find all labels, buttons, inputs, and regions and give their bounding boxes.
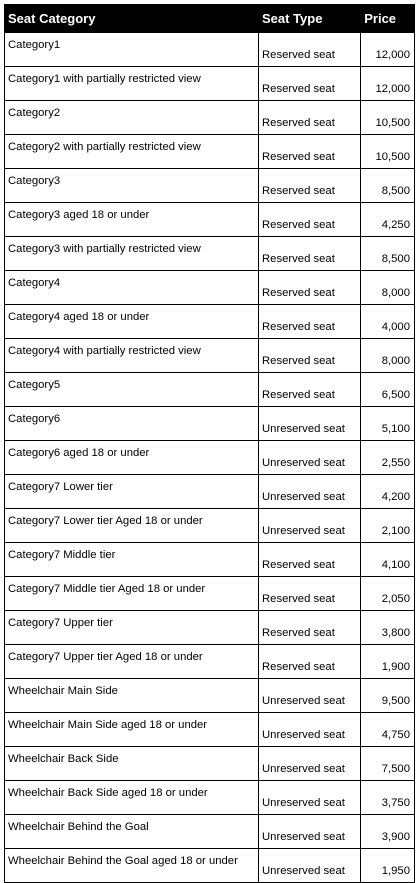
seat-category-cell: Category7 Middle tier Aged 18 or under [5, 577, 259, 611]
seat-type-cell: Reserved seat [259, 237, 361, 271]
table-body [5, 33, 415, 883]
seat-category-cell: Category4 [5, 271, 259, 305]
price-cell: 3,750 [361, 781, 415, 815]
price-cell: 1,950 [361, 849, 415, 883]
seat-category-cell: Category5 [5, 373, 259, 407]
table-row [5, 713, 415, 747]
price-cell: 3,900 [361, 815, 415, 849]
price-cell: 8,500 [361, 169, 415, 203]
seat-type-cell: Reserved seat [259, 101, 361, 135]
seat-category-cell: Wheelchair Behind the Goal [5, 815, 259, 849]
seat-type-cell: Reserved seat [259, 33, 361, 67]
seat-type-cell: Unreserved seat [259, 441, 361, 475]
table-row [5, 67, 415, 101]
seat-category-cell: Wheelchair Back Side aged 18 or under [5, 781, 259, 815]
header-seat-type: Seat Type [259, 5, 361, 33]
price-cell: 2,050 [361, 577, 415, 611]
price-cell: 12,000 [361, 33, 415, 67]
price-cell: 1,900 [361, 645, 415, 679]
table-row [5, 509, 415, 543]
seat-type-cell: Unreserved seat [259, 679, 361, 713]
seat-type-cell: Reserved seat [259, 67, 361, 101]
table-row [5, 203, 415, 237]
table-row [5, 475, 415, 509]
seat-type-cell: Unreserved seat [259, 713, 361, 747]
seat-type-cell: Reserved seat [259, 611, 361, 645]
table-row [5, 407, 415, 441]
price-cell: 8,000 [361, 339, 415, 373]
table-row [5, 305, 415, 339]
table-row [5, 645, 415, 679]
seat-category-cell: Category3 [5, 169, 259, 203]
price-cell: 4,750 [361, 713, 415, 747]
price-cell: 8,000 [361, 271, 415, 305]
seat-type-cell: Unreserved seat [259, 407, 361, 441]
price-cell: 4,200 [361, 475, 415, 509]
seat-type-cell: Reserved seat [259, 339, 361, 373]
seat-category-cell: Category2 with partially restricted view [5, 135, 259, 169]
table-header [5, 5, 415, 33]
seat-category-cell: Wheelchair Behind the Goal aged 18 or under [5, 849, 259, 883]
header-price: Price [361, 5, 415, 33]
header-row [5, 5, 415, 33]
price-cell: 7,500 [361, 747, 415, 781]
seat-category-cell: Category7 Lower tier Aged 18 or under [5, 509, 259, 543]
seat-category-cell: Category3 aged 18 or under [5, 203, 259, 237]
price-cell: 2,550 [361, 441, 415, 475]
table-row [5, 849, 415, 883]
price-cell: 4,100 [361, 543, 415, 577]
seat-type-cell: Unreserved seat [259, 781, 361, 815]
seat-category-cell: Wheelchair Main Side aged 18 or under [5, 713, 259, 747]
table-row [5, 611, 415, 645]
table-row [5, 577, 415, 611]
seat-type-cell: Unreserved seat [259, 747, 361, 781]
seat-category-cell: Category3 with partially restricted view [5, 237, 259, 271]
seat-category-cell: Category1 with partially restricted view [5, 67, 259, 101]
price-cell: 8,500 [361, 237, 415, 271]
table-row [5, 169, 415, 203]
seat-category-cell: Category7 Upper tier Aged 18 or under [5, 645, 259, 679]
seat-type-cell: Unreserved seat [259, 475, 361, 509]
seat-category-cell: Category7 Lower tier [5, 475, 259, 509]
table-row [5, 271, 415, 305]
seat-category-cell: Wheelchair Main Side [5, 679, 259, 713]
seat-type-cell: Unreserved seat [259, 849, 361, 883]
table-row [5, 373, 415, 407]
price-cell: 3,800 [361, 611, 415, 645]
price-cell: 10,500 [361, 101, 415, 135]
price-cell: 2,100 [361, 509, 415, 543]
seat-type-cell: Reserved seat [259, 305, 361, 339]
table-row [5, 543, 415, 577]
seat-type-cell: Reserved seat [259, 645, 361, 679]
seat-type-cell: Unreserved seat [259, 815, 361, 849]
price-cell: 5,100 [361, 407, 415, 441]
table-row [5, 237, 415, 271]
table-row [5, 101, 415, 135]
price-cell: 6,500 [361, 373, 415, 407]
seat-type-cell: Reserved seat [259, 203, 361, 237]
seat-category-cell: Category6 aged 18 or under [5, 441, 259, 475]
table-row [5, 815, 415, 849]
seat-category-cell: Category2 [5, 101, 259, 135]
seat-type-cell: Reserved seat [259, 271, 361, 305]
seat-category-cell: Category1 [5, 33, 259, 67]
seat-type-cell: Reserved seat [259, 543, 361, 577]
price-cell: 12,000 [361, 67, 415, 101]
seat-category-cell: Category4 with partially restricted view [5, 339, 259, 373]
table-row [5, 441, 415, 475]
price-cell: 4,000 [361, 305, 415, 339]
seat-category-cell: Wheelchair Back Side [5, 747, 259, 781]
seat-category-cell: Category7 Middle tier [5, 543, 259, 577]
price-cell: 4,250 [361, 203, 415, 237]
seat-category-cell: Category7 Upper tier [5, 611, 259, 645]
seat-type-cell: Reserved seat [259, 373, 361, 407]
table-row [5, 135, 415, 169]
seat-category-cell: Category6 [5, 407, 259, 441]
table-row [5, 33, 415, 67]
seat-type-cell: Reserved seat [259, 135, 361, 169]
table-row [5, 679, 415, 713]
price-cell: 9,500 [361, 679, 415, 713]
seat-type-cell: Reserved seat [259, 577, 361, 611]
table-row [5, 781, 415, 815]
price-cell: 10,500 [361, 135, 415, 169]
header-seat-category: Seat Category [5, 5, 259, 33]
seat-type-cell: Reserved seat [259, 169, 361, 203]
seat-category-cell: Category4 aged 18 or under [5, 305, 259, 339]
seat-type-cell: Unreserved seat [259, 509, 361, 543]
seat-price-table [4, 4, 415, 883]
table-row [5, 339, 415, 373]
table-row [5, 747, 415, 781]
